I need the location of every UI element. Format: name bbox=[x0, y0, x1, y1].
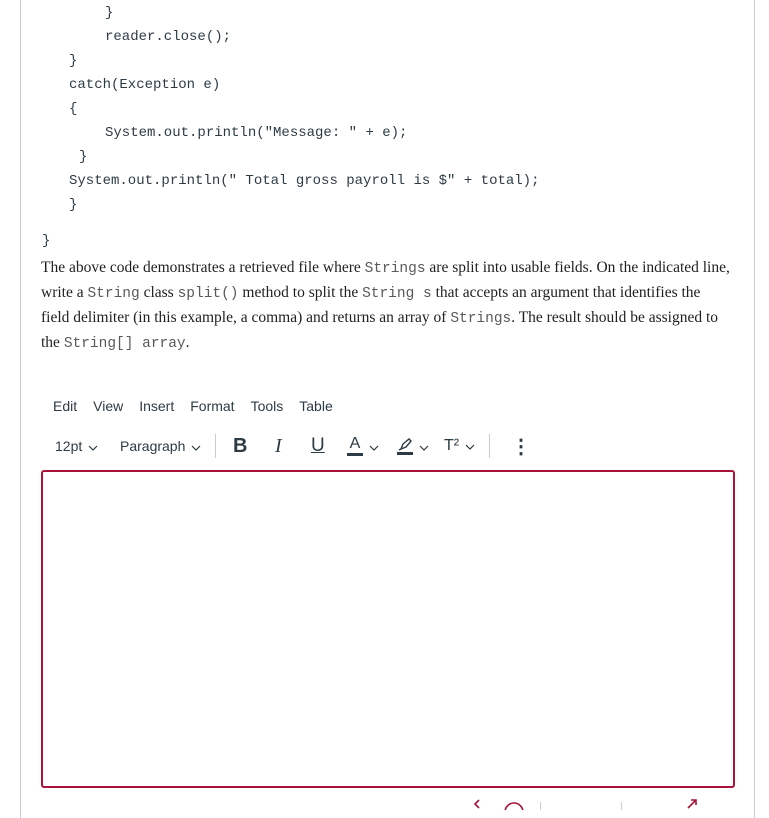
text-color-swatch bbox=[347, 453, 363, 456]
font-size-value: 12pt bbox=[55, 438, 83, 454]
statusbar-divider bbox=[621, 802, 622, 810]
menu-format[interactable]: Format bbox=[190, 398, 235, 414]
block-format-value: Paragraph bbox=[120, 438, 186, 454]
editor-toolbar bbox=[41, 430, 735, 462]
code-line: } bbox=[42, 233, 51, 249]
inline-code: String s bbox=[362, 286, 432, 302]
underline-button[interactable]: U bbox=[311, 435, 325, 456]
prose-text: The above code demonstrates a retrieved file where bbox=[41, 259, 365, 276]
code-line: } bbox=[105, 5, 114, 21]
text-color-glyph: A bbox=[349, 434, 361, 452]
question-text bbox=[41, 256, 731, 356]
menu-table[interactable]: Table bbox=[299, 398, 333, 414]
text-color-button[interactable] bbox=[347, 430, 379, 462]
code-line: { bbox=[69, 101, 78, 117]
statusbar-divider bbox=[540, 802, 541, 810]
chevron-down-icon bbox=[88, 438, 98, 454]
toolbar-divider bbox=[215, 434, 216, 458]
toolbar-divider bbox=[489, 434, 490, 458]
italic-button[interactable]: I bbox=[275, 434, 282, 457]
rich-text-editor-area[interactable] bbox=[41, 470, 735, 788]
inline-code: String[] array bbox=[63, 336, 186, 352]
menu-edit[interactable]: Edit bbox=[53, 398, 78, 414]
code-line: } bbox=[69, 197, 78, 213]
inline-code: split() bbox=[177, 286, 239, 302]
code-line: } bbox=[79, 149, 88, 165]
prose-text: class bbox=[139, 284, 178, 301]
chevron-left-icon bbox=[475, 800, 479, 808]
accessibility-icon bbox=[505, 803, 523, 810]
highlighter-icon bbox=[397, 438, 413, 455]
code-line: catch(Exception e) bbox=[69, 77, 221, 93]
chevron-down-icon bbox=[419, 438, 429, 454]
fullscreen-icon bbox=[688, 800, 696, 808]
code-line: } bbox=[69, 53, 78, 69]
bold-button[interactable]: B bbox=[233, 434, 248, 457]
chevron-down-icon bbox=[369, 438, 379, 454]
code-line: reader.close(); bbox=[105, 29, 232, 45]
superscript-button[interactable] bbox=[444, 430, 475, 462]
inline-code: Strings bbox=[450, 311, 512, 327]
chevron-down-icon bbox=[191, 438, 201, 454]
highlight-color-button[interactable] bbox=[397, 430, 429, 462]
inline-code: Strings bbox=[364, 261, 426, 277]
prose-text: are split into usable fields. On the indicated line, write a bbox=[41, 259, 730, 301]
menu-tools[interactable]: Tools bbox=[250, 398, 284, 414]
menu-insert[interactable]: Insert bbox=[139, 398, 175, 414]
editor-menubar bbox=[53, 398, 333, 420]
editor-statusbar bbox=[41, 796, 735, 810]
code-line: System.out.println("Message: " + e); bbox=[105, 125, 408, 141]
prose-text: that accepts an argument that identifies the field delimiter (in this example, a comma) and returns an array of bbox=[41, 284, 701, 326]
superscript-label: T² bbox=[444, 437, 460, 454]
menu-view[interactable]: View bbox=[93, 398, 124, 414]
code-line: System.out.println(" Total gross payroll is $" + total); bbox=[69, 173, 540, 189]
prose-text: . The result should be assigned to the bbox=[41, 309, 719, 351]
font-size-select[interactable] bbox=[55, 430, 98, 462]
inline-code: String bbox=[87, 286, 140, 302]
prose-text: . bbox=[185, 334, 190, 351]
block-format-select[interactable] bbox=[120, 430, 201, 462]
more-options-button[interactable]: ⋮ bbox=[511, 435, 531, 458]
prose-text: method to split the bbox=[238, 284, 363, 301]
chevron-down-icon bbox=[465, 437, 475, 455]
